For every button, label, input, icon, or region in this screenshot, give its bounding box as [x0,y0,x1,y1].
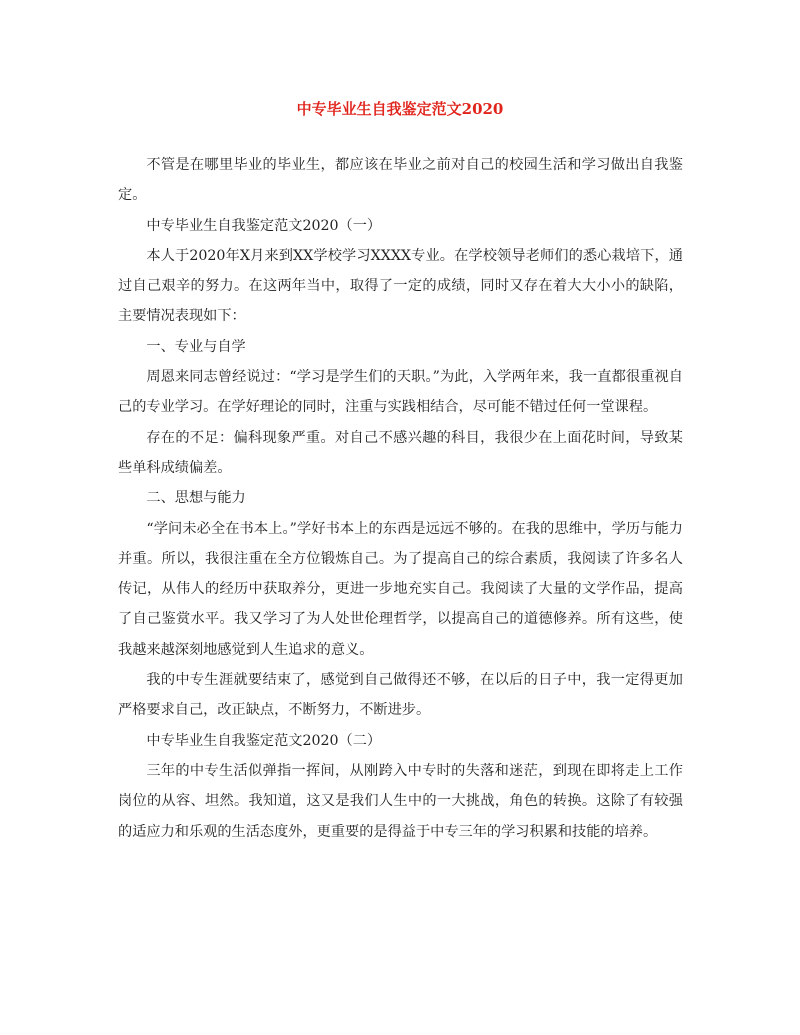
body-paragraph: 三年的中专生活似弹指一挥间，从刚跨入中专时的失落和迷茫，到现在即将走上工作岗位的从容、坦然。我知道，这又是我们人生中的一大挑战，角色的转换。这除了有较强的适应力和乐观的生活态度外，更重要的是得益于中专三年的学习积累和技能的培养。 [118,762,683,840]
section-heading-sample-one: 中专毕业生自我鉴定范文2020（一） [146,217,382,234]
body-paragraph: 本人于2020年X月来到XX学校学习XXXX专业。在学校领导老师们的悉心栽培下，通过自己艰辛的努力。在这两年当中，取得了一定的成绩，同时又存在着大大小小的缺陷，主要情况表现如下： [118,247,683,325]
section-heading-sample-two: 中专毕业生自我鉴定范文2020（二） [146,732,382,749]
body-paragraph: 周恩来同志曾经说过：“学习是学生们的天职。”为此，入学两年来，我一直都很重视自己的专业学习。在学好理论的同时，注重与实践相结合，尽可能不错过任何一堂课程。 [118,369,683,416]
subsection-heading-thought-ability: 二、思想与能力 [146,490,246,507]
document-body [118,150,683,847]
body-paragraph: 存在的不足：偏科现象严重。对自己不感兴趣的科目，我很少在上面花时间，导致某些单科成绩偏差。 [118,429,683,476]
subsection-heading-major-study: 一、专业与自学 [146,338,246,355]
document-title: 中专毕业生自我鉴定范文2020 [296,100,504,118]
intro-paragraph: 不管是在哪里毕业的毕业生，都应该在毕业之前对自己的校园生活和学习做出自我鉴定。 [118,157,683,204]
body-paragraph: “学问未必全在书本上。”学好书本上的东西是远远不够的。在我的思维中，学历与能力并重。所以，我很注重在全方位锻炼自己。为了提高自己的综合素质，我阅读了许多名人传记，从伟人的经历中获取养分，更进一步地充实自己。我阅读了大量的文学作品，提高了自己鉴赏水平。我又学习了为人处世伦理哲学，以提高自己的道德修养。所有这些，使我越来越深刻地感觉到人生追求的意义。 [118,520,683,658]
body-paragraph: 我的中专生涯就要结束了，感觉到自己做得还不够，在以后的日子中，我一定得更加严格要求自己，改正缺点，不断努力，不断进步。 [118,672,683,719]
